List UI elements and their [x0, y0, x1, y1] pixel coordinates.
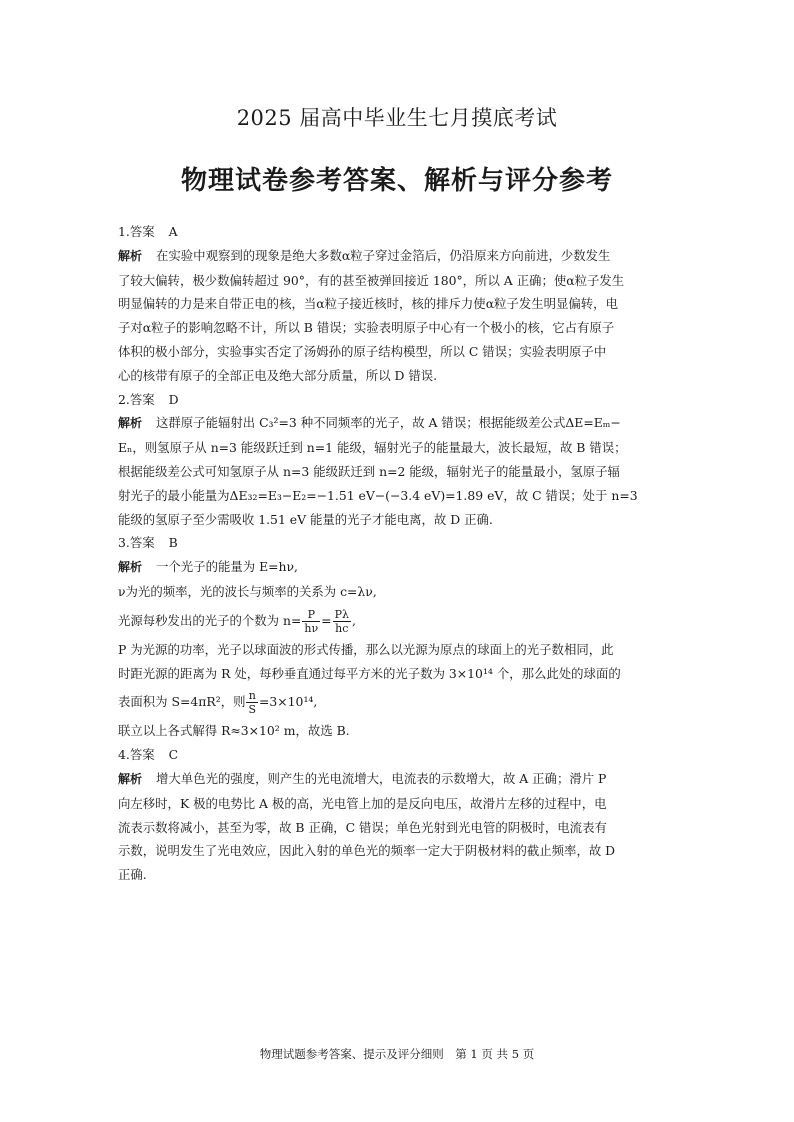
fraction-denominator: hc: [335, 621, 349, 635]
answer-value: A: [168, 224, 178, 239]
answer-heading: 2.答案: [118, 391, 155, 407]
question-4-analysis-line: [118, 767, 678, 792]
analysis-text: 射光子的最小能量为ΔE₃₂=E₃−E₂=−1.51 eV−(−3.4 eV)=1.89 eV，故 C 错误；处于 n=3: [118, 487, 638, 503]
question-2-answer: [118, 388, 678, 412]
analysis-text: 联立以上各式解得 R≈3×10² m，故选 B.: [118, 723, 350, 739]
analysis-text: 根据能级差公式可知氢原子从 n=3 能级跃迁到 n=2 能级，辐射光子的能量最小，氢原子辐: [118, 463, 620, 479]
fraction-numerator: P: [302, 608, 320, 622]
exam-title: 2025 届高中毕业生七月摸底考试: [236, 106, 558, 130]
answer-heading: 1.答案: [118, 224, 155, 239]
analysis-text: P 为光源的功率，光子以球面波的形式传播，那么以光源为原点的球面上的光子数相同，此: [118, 641, 614, 657]
fraction-plambda-over-hc: [333, 608, 351, 635]
analysis-text: 示数，说明发生了光电效应，因此入射的单色光的频率一定大于阴极材料的截止频率，故 D: [118, 843, 616, 859]
analysis-text: 心的核带有原子的全部正电及绝大部分质量，所以 D 错误.: [118, 367, 438, 383]
fraction-numerator: Pλ: [334, 607, 349, 621]
photon-count-formula: [118, 604, 678, 638]
question-3-analysis-line: [118, 555, 678, 580]
analysis-text: 这群原子能辐射出 C₃²=3 种不同频率的光子，故 A 错误；根据能级差公式ΔE=Eₘ−: [156, 415, 621, 431]
analysis-label: 解析: [118, 248, 143, 263]
analysis-text: 子对α粒子的影响忽略不计，所以 B 错误；实验表明原子中心有一个极小的核，它占有原子: [118, 320, 615, 336]
analysis-text: 明显偏转的力是来自带正电的核，当α粒子接近核时，核的排斥力使α粒子发生明显偏转，电: [118, 296, 618, 312]
answer-content: [118, 220, 678, 887]
analysis-text: 一个光子的能量为 E=hν,: [156, 559, 298, 575]
fraction-n-over-s: [246, 689, 258, 716]
analysis-text: 了较大偏转，极少数偏转超过 90°，有的甚至被弹回接近 180°，所以 A 正确；使α粒子发生: [118, 272, 625, 288]
fraction-numerator: n: [246, 689, 258, 703]
answer-value: C: [168, 747, 179, 763]
question-1-answer: [118, 220, 678, 244]
surface-area-formula: [118, 685, 678, 719]
formula-suffix: =3×10¹⁴,: [259, 694, 318, 710]
analysis-text: 流表示数将减小，甚至为零，故 B 正确，C 错误；单色光射到光电管的阴极时，电流表有: [118, 819, 607, 835]
analysis-label: 解析: [118, 416, 143, 431]
analysis-text: 正确.: [118, 867, 147, 883]
analysis-text: 时距光源的距离为 R 处，每秒垂直通过每平方米的光子数为 3×10¹⁴ 个，那么此处的球面的: [118, 665, 621, 681]
answer-value: D: [168, 391, 179, 407]
analysis-text: 增大单色光的强度，则产生的光电流增大，电流表的示数增大，故 A 正确；滑片 P: [156, 770, 607, 786]
question-3-answer: [118, 531, 678, 555]
analysis-label: 解析: [118, 771, 143, 786]
fraction-denominator: hν: [304, 621, 319, 635]
question-2-analysis-line: [118, 411, 678, 436]
equals-sign: =: [321, 612, 332, 628]
question-4-answer: [118, 743, 678, 767]
answer-value: B: [168, 535, 178, 551]
analysis-text: 在实验中观察到的现象是绝大多数α粒子穿过金箔后，仍沿原来方向前进，少数发生: [156, 247, 611, 263]
answer-heading: 4.答案: [118, 747, 155, 763]
analysis-text: Eₙ，则氢原子从 n=3 能级跃迁到 n=1 能级，辐射光子的能量最大，波长最短，故 B 错误；: [118, 440, 627, 456]
fraction-p-over-hv: [302, 608, 320, 635]
page-footer: 物理试题参考答案、提示及评分细则 第 1 页 共 5 页: [259, 1047, 535, 1061]
analysis-text: 能级的氢原子至少需吸收 1.51 eV 能量的光子才能电离，故 D 正确.: [118, 511, 493, 527]
formula-suffix: ,: [351, 612, 356, 628]
analysis-text: 体积的极小部分，实验事实否定了汤姆孙的原子结构模型，所以 C 错误；实验表明原子中: [118, 343, 607, 359]
fraction-denominator: S: [248, 703, 257, 717]
analysis-label: 解析: [118, 560, 143, 575]
document-subtitle: 物理试卷参考答案、解析与评分参考: [180, 166, 613, 196]
answer-heading: 3.答案: [118, 535, 155, 551]
formula-prefix: 光源每秒发出的光子的个数为 n=: [118, 612, 302, 628]
analysis-text: 向左移时，K 极的电势比 A 极的高，光电管上加的是反向电压，故滑片左移的过程中，电: [118, 795, 607, 811]
formula-prefix: 表面积为 S=4πR²，则: [118, 694, 246, 710]
analysis-text: ν为光的频率，光的波长与频率的关系为 c=λν,: [118, 583, 377, 599]
question-1-analysis-line: [118, 244, 678, 269]
